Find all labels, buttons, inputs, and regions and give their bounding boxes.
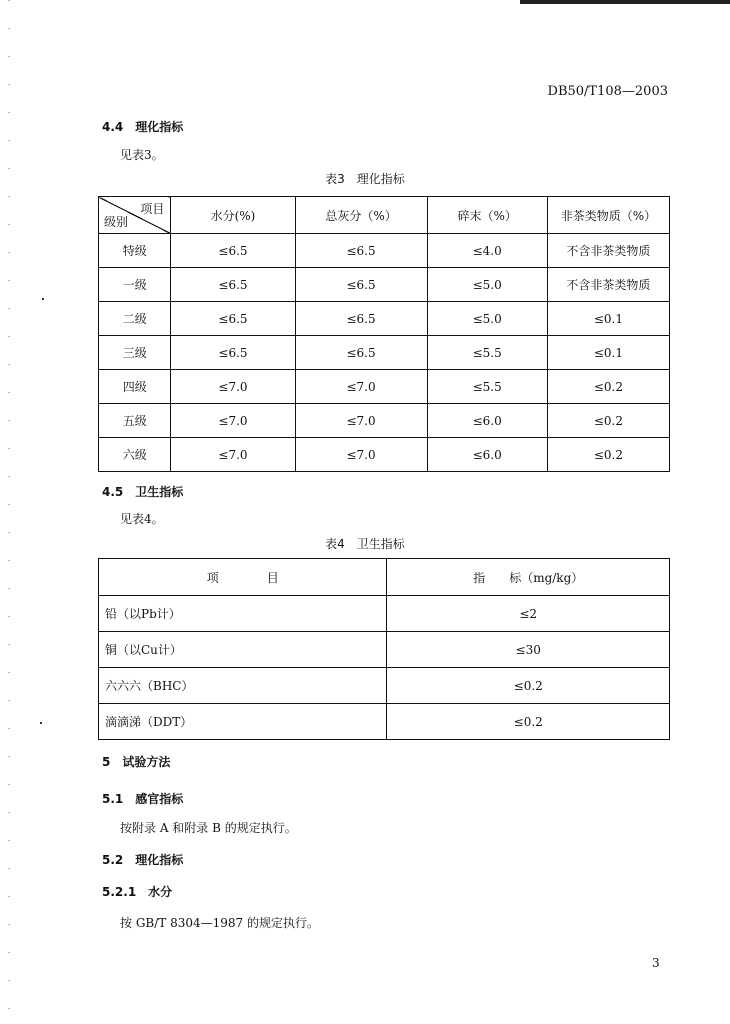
section-4-5-text: 见表4。 [120,512,164,526]
grade-cell: 五级 [99,404,171,438]
column-header: 碎末（%） [427,197,547,234]
section-title: 理化指标 [135,120,184,134]
table-cell: ≤5.0 [427,268,547,302]
grade-cell: 特级 [99,234,171,268]
table-row [99,302,670,336]
table-header-row [99,197,670,234]
table-cell: ≤0.2 [547,404,669,438]
column-header: 非茶类物质（%） [547,197,669,234]
scan-speck [42,298,44,300]
item-cell: 铅（以Pb计） [99,596,387,632]
column-header: 项 目 [99,559,387,596]
table-cell: 不含非茶类物质 [547,268,669,302]
hygiene-table [98,558,670,740]
section-4-4-text: 见表3。 [120,148,164,162]
section-number: 5.2 [102,853,124,867]
scan-margin-dots [8,0,10,1024]
table-row [99,632,670,668]
table-row [99,596,670,632]
section-number: 5.1 [102,792,124,806]
section-title: 水分 [148,885,173,899]
standard-code: DB50/T108—2003 [547,84,668,99]
table-cell: ≤6.5 [171,302,295,336]
table-cell: ≤6.0 [427,438,547,472]
limit-cell: ≤2 [387,596,670,632]
grade-cell: 三级 [99,336,171,370]
table-cell: ≤5.0 [427,302,547,336]
table-cell: ≤7.0 [171,438,295,472]
table-cell: ≤6.5 [295,336,427,370]
grade-cell: 四级 [99,370,171,404]
section-4-5-heading [102,483,183,500]
table-cell: ≤7.0 [295,370,427,404]
table-cell: ≤6.5 [295,302,427,336]
limit-cell: ≤0.2 [387,668,670,704]
table-cell: ≤7.0 [171,370,295,404]
column-header: 指 标（mg/kg） [387,559,670,596]
table-cell: ≤6.5 [295,268,427,302]
table-cell: ≤5.5 [427,336,547,370]
section-number: 5 [102,755,111,769]
section-5-1-heading [102,790,183,807]
column-header: 总灰分（%） [295,197,427,234]
table-row [99,234,670,268]
section-5-2-1-heading [102,883,172,900]
scan-edge-mark [520,0,730,4]
page-number: 3 [652,956,660,970]
section-title: 理化指标 [135,853,184,867]
table-cell: ≤0.1 [547,336,669,370]
limit-cell: ≤0.2 [387,704,670,740]
table-cell: ≤6.0 [427,404,547,438]
scan-speck [40,722,42,724]
item-cell: 六六六（BHC） [99,668,387,704]
table-row [99,668,670,704]
table-cell: ≤0.2 [547,370,669,404]
grade-cell: 一级 [99,268,171,302]
section-number: 5.2.1 [102,885,137,899]
table-cell: ≤7.0 [295,404,427,438]
table-header-row [99,559,670,596]
grade-cell: 二级 [99,302,171,336]
table-cell: ≤5.5 [427,370,547,404]
table-cell: ≤0.1 [547,302,669,336]
table-cell: ≤6.5 [295,234,427,268]
section-5-2-1-text: 按 GB/T 8304—1987 的规定执行。 [120,916,319,930]
grade-cell: 六级 [99,438,171,472]
table-row [99,370,670,404]
corner-top-label: 项目 [140,202,165,216]
section-5-2-heading [102,851,183,868]
table-cell: ≤4.0 [427,234,547,268]
table3-caption: 表3 理化指标 [325,172,405,186]
table-corner-cell [99,197,171,234]
physicochemical-table [98,196,670,472]
limit-cell: ≤30 [387,632,670,668]
table-row [99,438,670,472]
section-5-1-text: 按附录 A 和附录 B 的规定执行。 [120,821,297,835]
section-title: 感官指标 [135,792,184,806]
table-cell: ≤7.0 [295,438,427,472]
section-number: 4.4 [102,120,124,134]
section-number: 4.5 [102,485,124,499]
table-row [99,336,670,370]
table-cell: ≤6.5 [171,234,295,268]
table-cell: ≤0.2 [547,438,669,472]
table-cell: ≤6.5 [171,268,295,302]
table-row [99,268,670,302]
table-cell: ≤6.5 [171,336,295,370]
table-row [99,704,670,740]
table-cell: 不含非茶类物质 [547,234,669,268]
table-cell: ≤7.0 [171,404,295,438]
table-row [99,404,670,438]
item-cell: 滴滴涕（DDT） [99,704,387,740]
item-cell: 铜（以Cu计） [99,632,387,668]
section-title: 卫生指标 [135,485,184,499]
column-header: 水分(%) [171,197,295,234]
corner-bottom-label: 级别 [104,215,129,229]
section-4-4-heading [102,118,183,135]
section-5-heading [102,753,170,770]
table4-caption: 表4 卫生指标 [325,537,405,551]
section-title: 试验方法 [122,755,171,769]
